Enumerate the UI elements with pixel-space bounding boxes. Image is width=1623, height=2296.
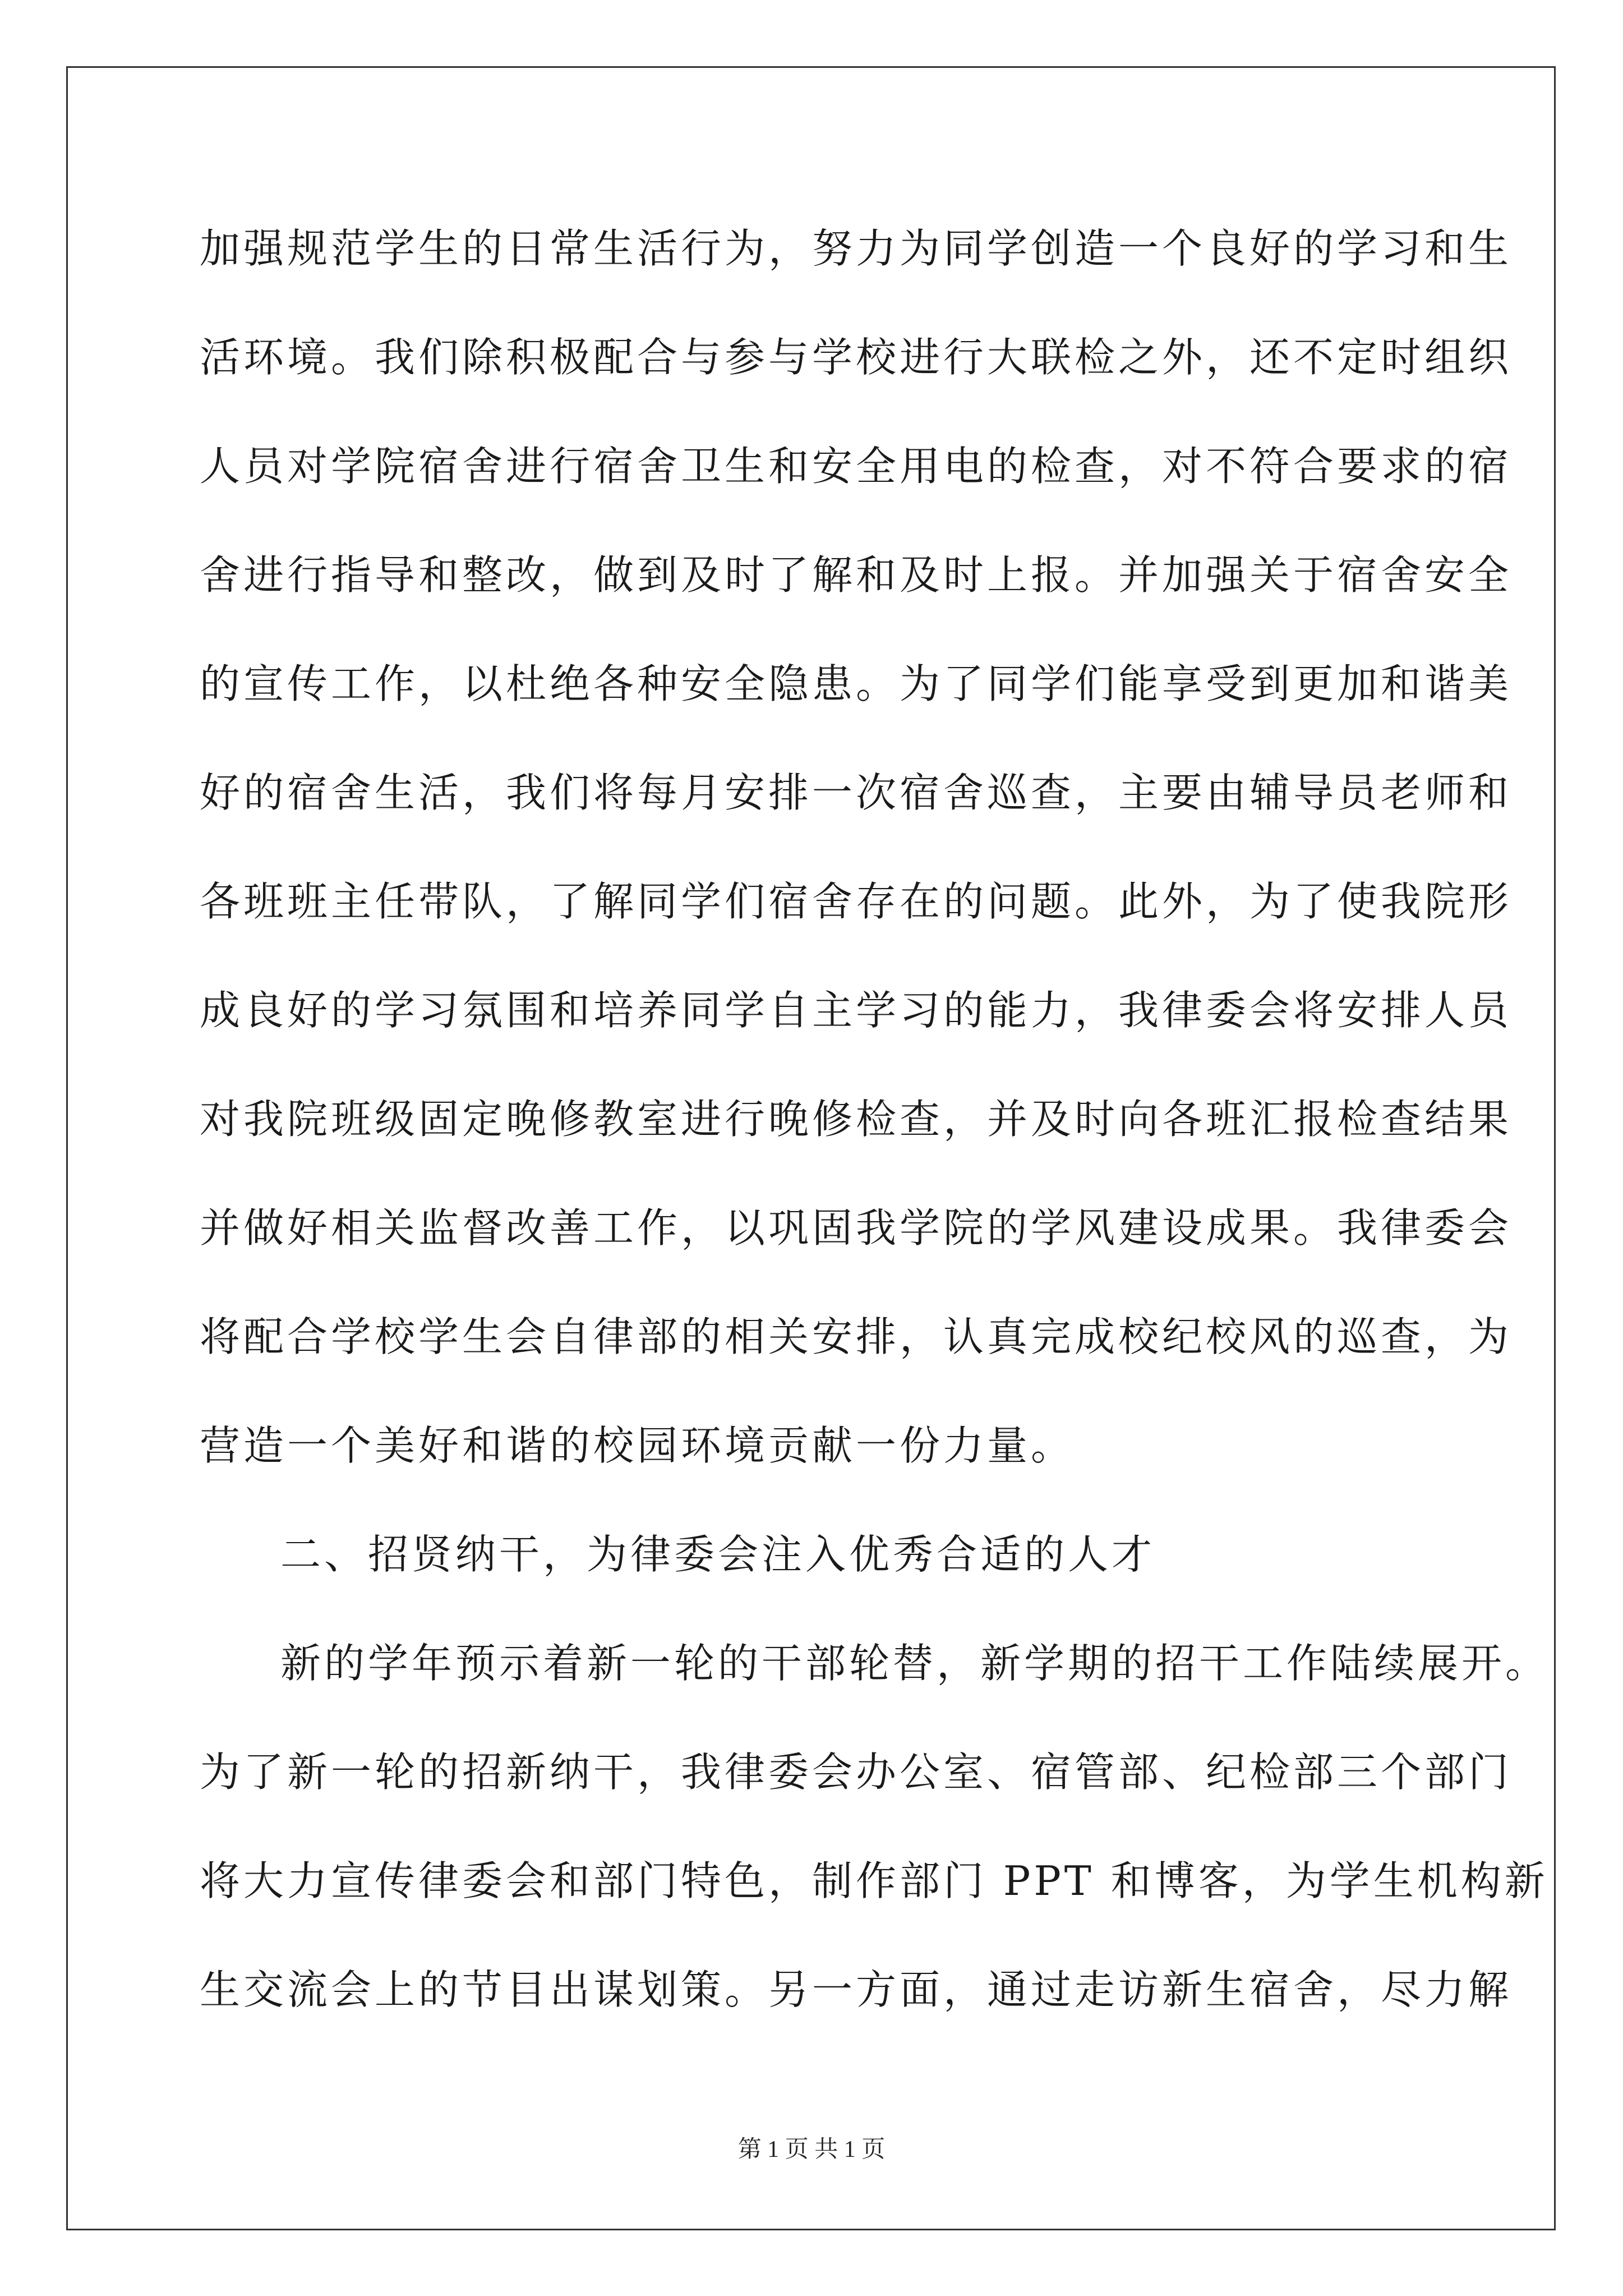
text-line-14: 新的学年预示着新一轮的干部轮替，新学期的招干工作陆续展开。	[280, 1640, 1550, 1687]
text-line-16: 将大力宣传律委会和部门特色，制作部门 PPT 和博客，为学生机构新	[200, 1857, 1548, 1904]
text-line-6: 好的宿舍生活，我们将每月安排一次宿舍巡查，主要由辅导员老师和	[200, 769, 1513, 816]
text-line-17: 生交流会上的节目出谋划策。另一方面，通过走访新生宿舍，尽力解	[200, 1966, 1513, 2013]
document-body	[200, 218, 1550, 2068]
text-line-8: 成良好的学习氛围和培养同学自主学习的能力，我律委会将安排人员	[200, 987, 1513, 1034]
text-line-4: 舍进行指导和整改，做到及时了解和及时上报。并加强关于宿舍安全	[200, 551, 1513, 599]
text-line-15: 为了新一轮的招新纳干，我律委会办公室、宿管部、纪检部三个部门	[200, 1749, 1513, 1796]
text-line-12: 营造一个美好和谐的校园环境贡献一份力量。	[200, 1422, 1075, 1469]
text-line-11: 将配合学校学生会自律部的相关安排，认真完成校纪校风的巡查，为	[200, 1313, 1513, 1360]
text-line-9: 对我院班级固定晚修教室进行晚修检查，并及时向各班汇报检查结果	[200, 1096, 1513, 1143]
text-line-5: 的宣传工作，以杜绝各种安全隐患。为了同学们能享受到更加和谐美	[200, 660, 1513, 707]
section-heading: 二、招贤纳干，为律委会注入优秀合适的人才	[280, 1531, 1156, 1578]
text-line-3: 人员对学院宿舍进行宿舍卫生和安全用电的检查，对不符合要求的宿	[200, 443, 1513, 490]
text-line-10: 并做好相关监督改善工作，以巩固我学院的学风建设成果。我律委会	[200, 1204, 1513, 1251]
text-line-2: 活环境。我们除积极配合与参与学校进行大联检之外，还不定时组织	[200, 334, 1513, 381]
text-line-7: 各班班主任带队，了解同学们宿舍存在的问题。此外，为了使我院形	[200, 878, 1513, 925]
text-line-1: 加强规范学生的日常生活行为，努力为同学创造一个良好的学习和生	[200, 225, 1513, 272]
page-number-footer: 第 1 页 共 1 页	[737, 2137, 886, 2162]
